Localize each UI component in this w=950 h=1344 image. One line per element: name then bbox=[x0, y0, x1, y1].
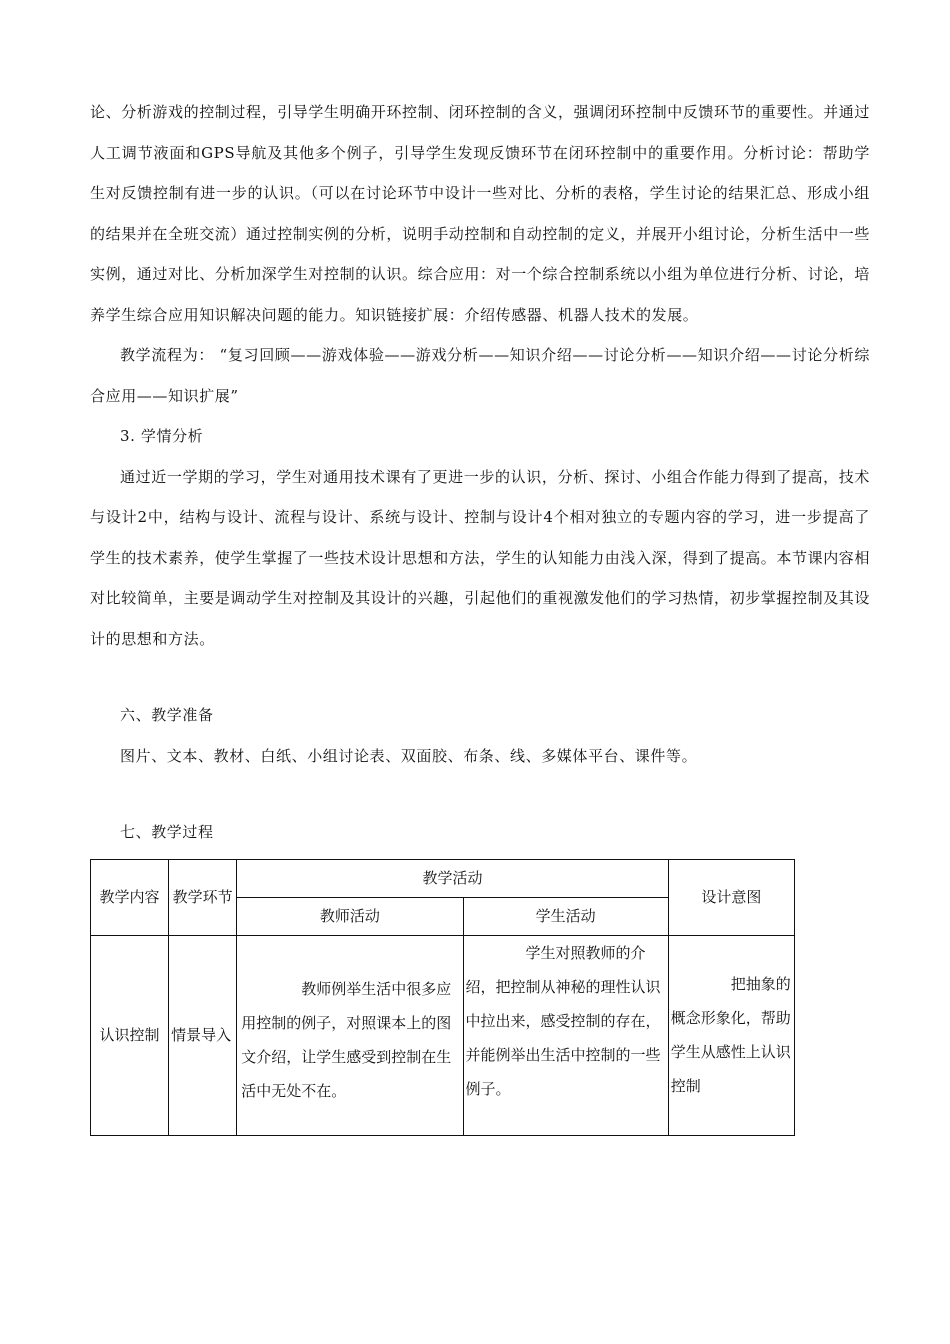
header-content: 教学内容 bbox=[91, 859, 169, 935]
heading-student-analysis: 3. 学情分析 bbox=[120, 427, 204, 445]
document-page bbox=[90, 92, 870, 1136]
teaching-process-table bbox=[90, 859, 795, 1136]
heading-teaching-preparation: 六、教学准备 bbox=[120, 706, 214, 724]
cell-content: 认识控制 bbox=[91, 935, 169, 1135]
header-student: 学生活动 bbox=[463, 897, 668, 935]
cell-stage: 情景导入 bbox=[169, 935, 237, 1135]
paragraph-teaching-preparation: 图片、文本、教材、白纸、小组讨论表、双面胶、布条、线、多媒体平台、课件等。 bbox=[120, 746, 698, 765]
heading-teaching-process: 七、教学过程 bbox=[120, 823, 214, 841]
cell-student-activity: 学生对照教师的介绍，把控制从神秘的理性认识中拉出来，感受控制的存在，并能例举出生活中控制的一些例子。 bbox=[463, 935, 668, 1135]
paragraph-teaching-flow: 教学流程为： “复习回顾——游戏体验——游戏分析——知识介绍——讨论分析——知识介绍——讨论分析综合应用——知识扩展” bbox=[90, 346, 870, 405]
spacer bbox=[90, 659, 870, 695]
header-intent: 设计意图 bbox=[668, 859, 794, 935]
header-stage: 教学环节 bbox=[169, 859, 237, 935]
spacer bbox=[90, 776, 870, 812]
cell-design-intent: 把抽象的概念形象化，帮助学生从感性上认识控制 bbox=[668, 935, 794, 1135]
header-teacher: 教师活动 bbox=[237, 897, 463, 935]
header-activity: 教学活动 bbox=[237, 859, 669, 897]
paragraph-student-analysis: 通过近一学期的学习，学生对通用技术课有了更进一步的认识，分析、探讨、小组合作能力得到了提高，技术与设计2中，结构与设计、流程与设计、系统与设计、控制与设计4个相对独立的专题内容的学习，进一步提高了学生的技术素养，使学生掌握了一些技术设计思想和方法，学生的认知能力由浅入深，得到了提高。本节课内容相对比较简单，主要是调动学生对控制及其设计的兴趣，引起他们的重视激发他们的学习热情，初步掌握控制及其设计的思想和方法。 bbox=[90, 467, 871, 648]
paragraph-game-analysis: 论、分析游戏的控制过程，引导学生明确开环控制、闭环控制的含义，强调闭环控制中反馈环节的重要性。并通过人工调节液面和GPS导航及其他多个例子，引导学生发现反馈环节在闭环控制中的重要作用。分析讨论：帮助学生对反馈控制有进一步的认识。（可以在讨论环节中设计一些对比、分析的表格，学生讨论的结果汇总、形成小组的结果并在全班交流）通过控制实例的分析，说明手动控制和自动控制的定义，并展开小组讨论，分析生活中一些实例，通过对比、分析加深学生对控制的认识。综合应用：对一个综合控制系统以小组为单位进行分析、讨论，培养学生综合应用知识解决问题的能力。知识链接扩展：介绍传感器、机器人技术的发展。 bbox=[90, 103, 871, 324]
cell-teacher-activity: 教师例举生活中很多应用控制的例子，对照课本上的图文介绍，让学生感受到控制在生活中无处不在。 bbox=[237, 935, 463, 1135]
